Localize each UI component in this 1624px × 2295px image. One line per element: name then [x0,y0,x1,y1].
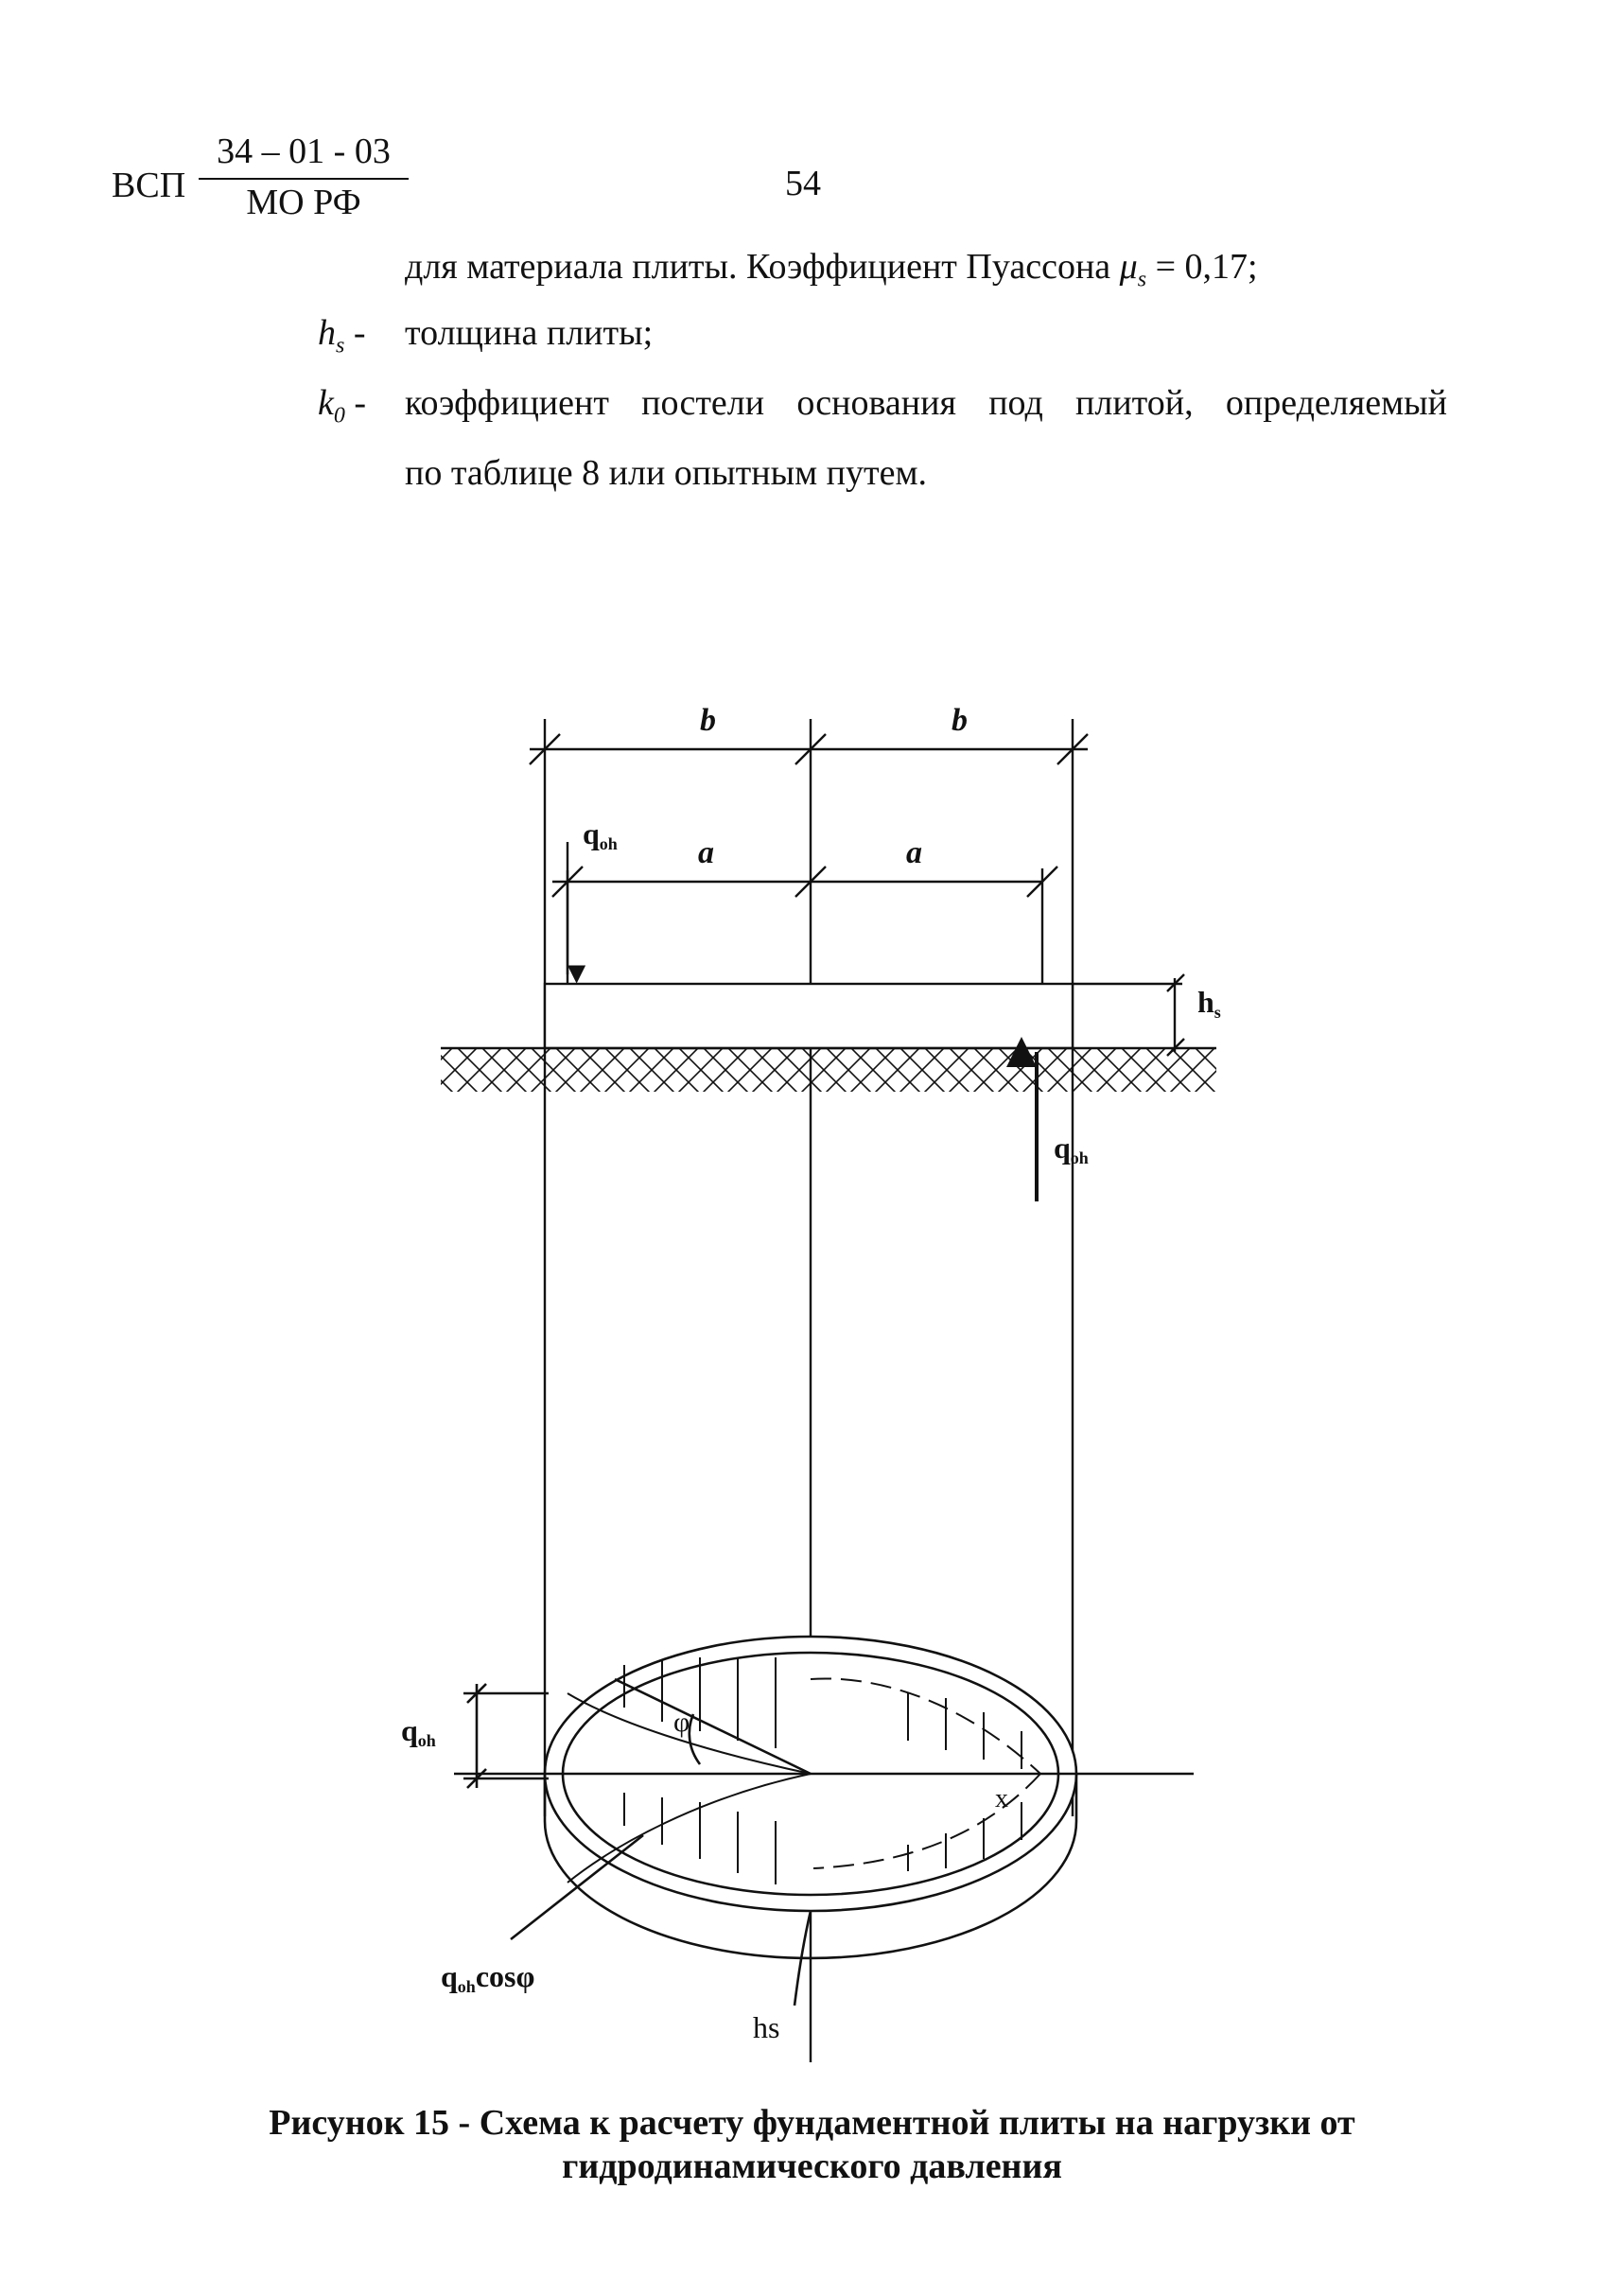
figure-caption-line-1: Рисунок 15 - Схема к расчету фундаментной плиты на нагрузки от [269,2103,1355,2143]
qcos-leader [511,1835,643,1939]
foundation-slab [545,984,1073,1048]
def-text-hs: толщина плиты; [405,313,654,353]
label-b-right: b [952,703,968,738]
label-a-left: a [698,835,714,870]
def-text-k0: коэффициент постели основания под плитой, определяемый [405,383,1447,423]
label-phi: φ [673,1707,690,1738]
label-a-right: a [906,835,922,870]
label-q-side: qoh [401,1713,436,1750]
label-b-left: b [700,703,716,738]
page-number: 54 [785,164,821,203]
def-symbol-hs-sub: s [336,333,345,359]
poisson-symbol: μ [1119,247,1138,287]
figure-caption-line-2: гидродинамического давления [562,2146,1062,2186]
def-symbol-k0-letter: k [318,383,334,423]
label-hs-bottom: hs [753,2010,780,2044]
poisson-subscript: s [1137,267,1147,292]
def-text-k0-continuation: по таблице 8 или опытным путем. [405,453,928,493]
def-symbol-k0-sub: 0 [333,403,345,429]
poisson-value: = 0,17; [1146,247,1258,287]
def-symbol-hs-dash: - [344,313,366,353]
soil-hatching [441,1048,1216,1092]
code-denominator: МО РФ [246,183,361,222]
label-q-top: qoh [583,816,618,853]
label-x: x [995,1784,1008,1813]
body-line-1-text: для материала плиты. Коэффициент Пуассона [405,247,1120,287]
def-symbol-hs-letter: h [318,313,336,353]
code-prefix: ВСП [112,166,186,205]
label-qoh-cosphi: qohcosφ [441,1959,535,1996]
label-hs-right: hs [1197,985,1221,1022]
label-q-reaction: qoh [1054,1130,1089,1167]
code-numerator: 34 – 01 - 03 [217,131,391,171]
def-symbol-k0-dash: - [344,383,367,423]
